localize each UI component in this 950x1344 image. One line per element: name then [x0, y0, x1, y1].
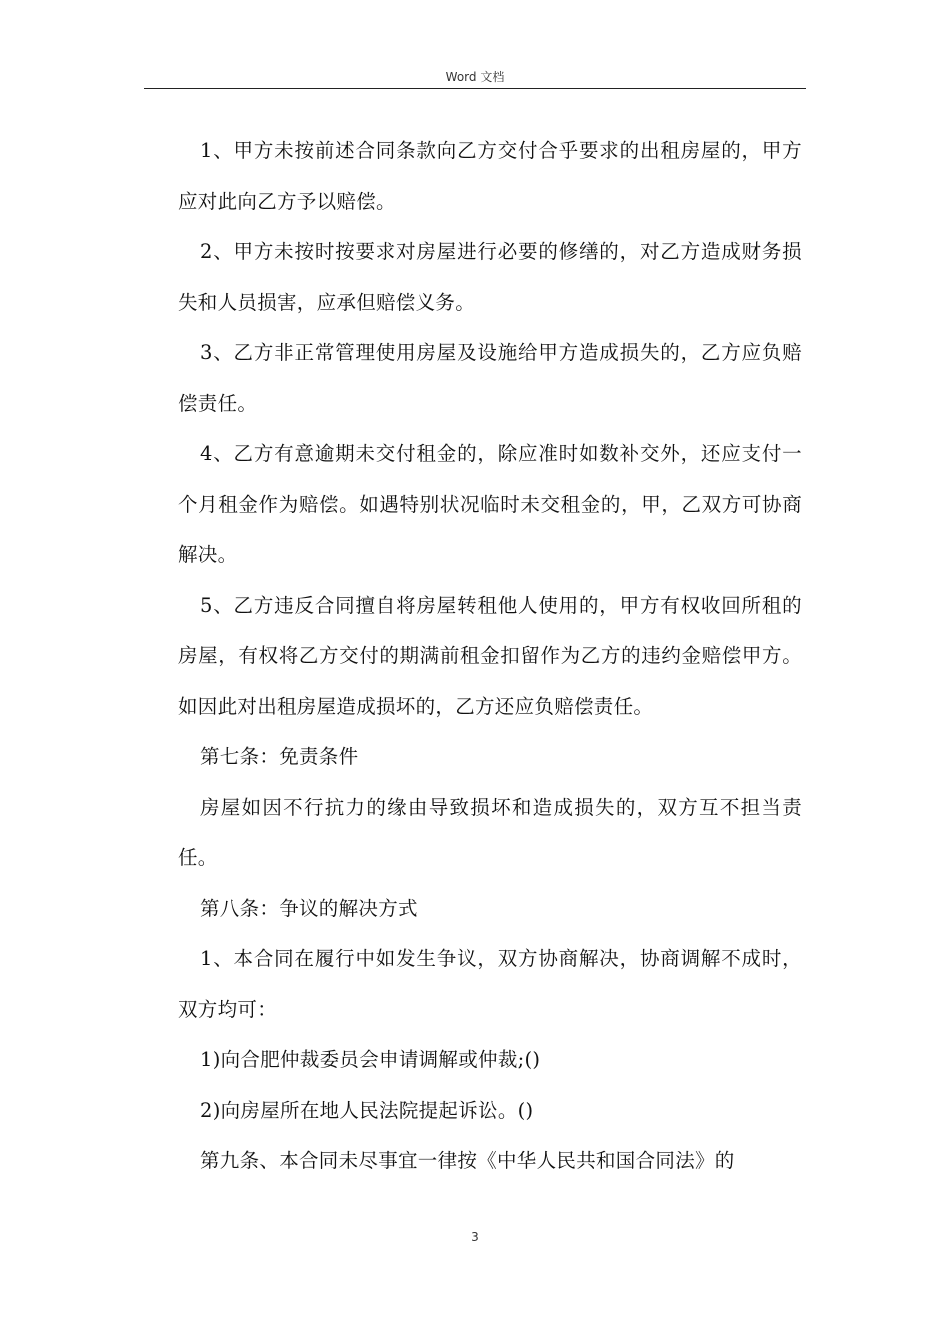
paragraph-clause-5: 5、乙方违反合同擅自将房屋转租他人使用的，甲方有权收回所租的房屋，有权将乙方交付的期满前租金扣留作为乙方的违约金赔偿甲方。如因此对出租房屋造成损坏的，乙方还应负赔偿责任。 — [178, 593, 802, 718]
paragraph-dispute-option-1: 1)向合肥仲裁委员会申请调解或仲裁;() — [200, 1048, 541, 1071]
page-header: Word 文档 — [445, 70, 505, 84]
paragraph-force-majeure: 房屋如因不行抗力的缘由导致损坏和造成损失的，双方互不担当责任。 — [178, 795, 802, 869]
paragraph-article-9: 第九条、本合同未尽事宜一律按《中华人民共和国合同法》的 — [200, 1149, 735, 1172]
paragraph-clause-4: 4、乙方有意逾期未交付租金的，除应准时如数补交外，还应支付一个月租金作为赔偿。如遇特别状况临时未交租金的，甲，乙双方可协商解决。 — [178, 442, 802, 566]
paragraph-clause-2: 2、甲方未按时按要求对房屋进行必要的修缮的，对乙方造成财务损失和人员损害，应承但赔偿义务。 — [178, 240, 802, 314]
paragraph-dispute-option-2: 2)向房屋所在地人民法院提起诉讼。() — [200, 1098, 534, 1122]
paragraph-clause-3: 3、乙方非正常管理使用房屋及设施给甲方造成损失的，乙方应负赔偿责任。 — [178, 341, 802, 415]
document-body — [178, 126, 802, 1187]
page-number: 3 — [471, 1230, 479, 1244]
section-heading-article-8: 第八条：争议的解决方式 — [200, 896, 418, 920]
header-divider — [144, 88, 806, 89]
section-heading-article-7: 第七条：免责条件 — [200, 745, 359, 768]
paragraph-clause-1: 1、甲方未按前述合同条款向乙方交付合乎要求的出租房屋的，甲方应对此向乙方予以赔偿。 — [178, 139, 802, 213]
paragraph-dispute-1: 1、本合同在履行中如发生争议，双方协商解决，协商调解不成时，双方均可： — [178, 947, 802, 1021]
